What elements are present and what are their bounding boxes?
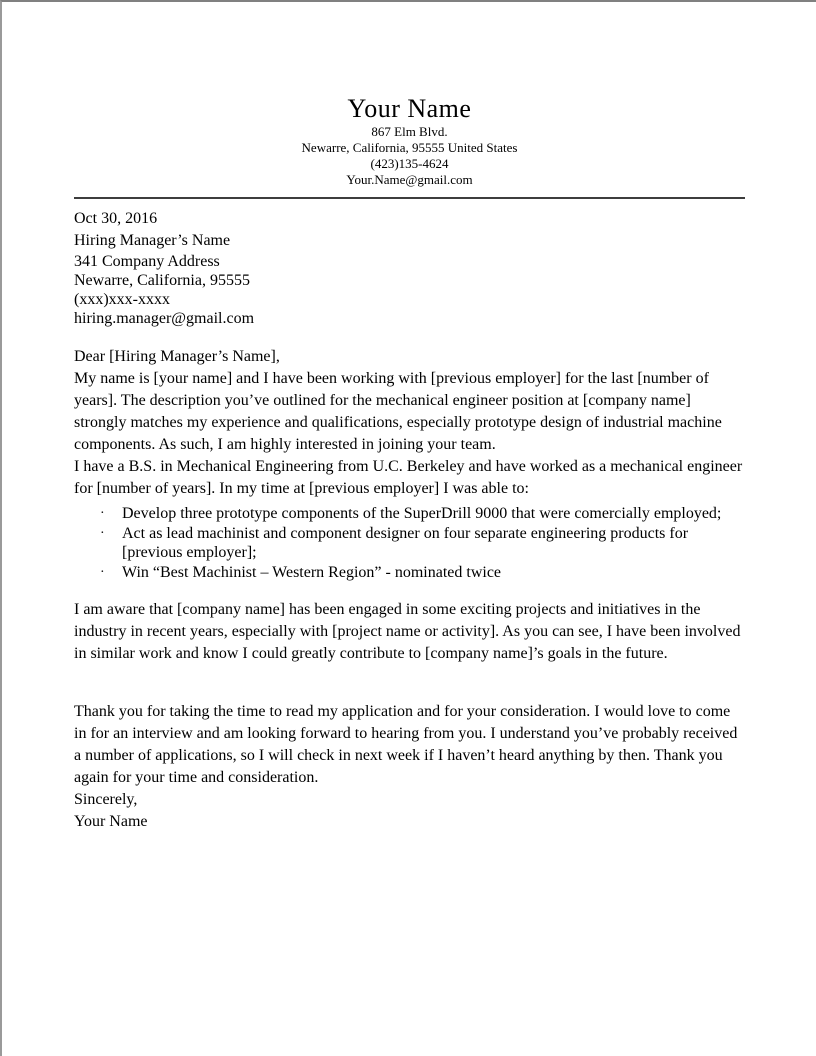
bullet-icon: · bbox=[100, 525, 105, 541]
recipient-name: Hiring Manager’s Name bbox=[74, 231, 231, 249]
recipient-address-line2: Newarre, California, 95555 bbox=[74, 271, 250, 289]
signature-name: Your Name bbox=[74, 812, 148, 830]
sign-off: Sincerely, bbox=[74, 790, 138, 808]
list-item bbox=[74, 563, 745, 582]
list-item-text: Act as lead machinist and component designer on four separate engineering products for [previous employer]; bbox=[122, 524, 689, 561]
sender-name: Your Name bbox=[347, 94, 472, 123]
letter-body bbox=[2, 199, 816, 833]
bullet-icon: · bbox=[100, 505, 105, 521]
list-item-text: Win “Best Machinist – Western Region” - nominated twice bbox=[122, 563, 502, 581]
salutation: Dear [Hiring Manager’s Name], bbox=[74, 347, 280, 365]
sender-address-line2: Newarre, California, 95555 United States bbox=[301, 139, 518, 155]
letter-header bbox=[2, 2, 816, 199]
recipient-phone: (xxx)xxx-xxxx bbox=[74, 290, 170, 308]
bullet-icon: · bbox=[100, 564, 105, 580]
sender-address-line1: 867 Elm Blvd. bbox=[371, 123, 448, 139]
list-item bbox=[74, 504, 745, 523]
paragraph-company-fit: I am aware that [company name] has been engaged in some exciting projects and initiatives in the industry in recent years, especially with [project name or activity]. As you can see, I have been involved in similar work and know I could greatly contribute to [company name]’s goals in the future. bbox=[74, 600, 741, 662]
paragraph-experience: I have a B.S. in Mechanical Engineering from U.C. Berkeley and have worked as a mechanical engineer for [number of years]. In my time at [previous employer] I was able to: bbox=[74, 457, 743, 497]
sender-phone: (423)135-4624 bbox=[370, 155, 449, 171]
letter-date: Oct 30, 2016 bbox=[74, 209, 158, 227]
recipient-address-line1: 341 Company Address bbox=[74, 252, 220, 270]
paragraph-introduction: My name is [your name] and I have been working with [previous employer] for the last [number of years]. The description you’ve outlined for the mechanical engineer position at [company name] strongly matches my experience and qualifications, especially prototype design of industrial machine components. As such, I am highly interested in joining your team. bbox=[74, 369, 722, 453]
sender-email: Your.Name@gmail.com bbox=[346, 171, 473, 187]
list-item-text: Develop three prototype components of the SuperDrill 9000 that were comercially employed; bbox=[122, 504, 722, 522]
recipient-email: hiring.manager@gmail.com bbox=[74, 309, 255, 327]
paragraph-thank-you: Thank you for taking the time to read my application and for your consideration. I would love to come in for an interview and am looking forward to hearing from you. I understand you’ve probably received a number of applications, so I will check in next week if I haven’t heard anything by then. Thank you again for your time and consideration. bbox=[74, 702, 738, 786]
list-item bbox=[74, 524, 745, 562]
achievements-list bbox=[74, 504, 745, 582]
recipient-address-block bbox=[74, 252, 745, 328]
